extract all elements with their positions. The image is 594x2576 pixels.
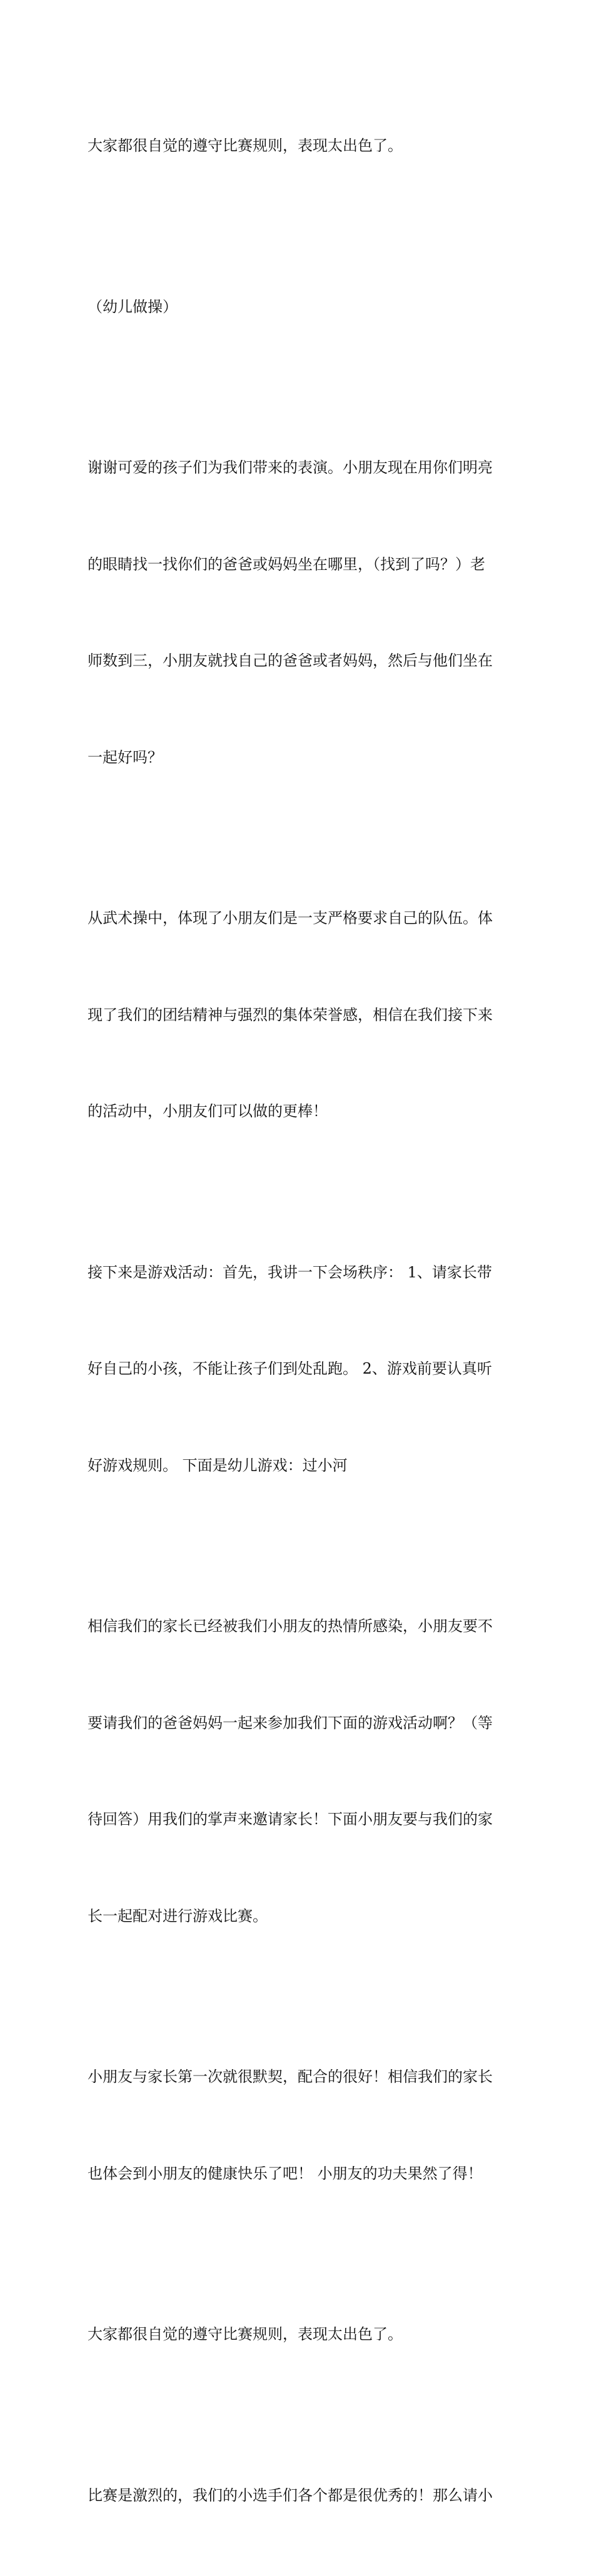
text-line: 一起好吗？	[88, 742, 513, 774]
text-line: 大家都很自觉的遵守比赛规则，表现太出色了。	[88, 130, 513, 162]
text-line: 谢谢可爱的孩子们为我们带来的表演。小朋友现在用你们明亮	[88, 452, 513, 484]
text-line: 好游戏规则。 下面是幼儿游戏：过小河	[88, 1450, 513, 1482]
paragraph-9	[88, 2415, 513, 2576]
text-line: 好自己的小孩，不能让孩子们到处乱跑。 2、游戏前要认真听	[88, 1353, 513, 1385]
paragraph-6	[88, 1546, 513, 1997]
paragraph-5	[88, 1192, 513, 1547]
paragraph-4	[88, 838, 513, 1192]
text-line: 也体会到小朋友的健康快乐了吧！ 小朋友的功夫果然了得！	[88, 2158, 513, 2190]
document-body	[88, 66, 513, 2576]
text-line: 现了我们的团结精神与强烈的集体荣誉感，相信在我们接下来	[88, 999, 513, 1032]
text-line: 大家都很自觉的遵守比赛规则，表现太出色了。	[88, 2319, 513, 2351]
text-line: 比赛是激烈的，我们的小选手们各个都是很优秀的！那么请小	[88, 2480, 513, 2512]
text-line: 接下来是游戏活动：首先，我讲一下会场秩序： 1、请家长带	[88, 1257, 513, 1289]
paragraph-1	[88, 66, 513, 227]
text-line: 相信我们的家长已经被我们小朋友的热情所感染，小朋友要不	[88, 1610, 513, 1643]
text-line: 小朋友与家长第一次就很默契，配合的很好！相信我们的家长	[88, 2061, 513, 2094]
text-line: 的活动中，小朋友们可以做的更棒！	[88, 1096, 513, 1128]
text-line: 待回答）用我们的掌声来邀请家长！下面小朋友要与我们的家	[88, 1804, 513, 1836]
paragraph-2	[88, 227, 513, 388]
paragraph-8	[88, 2254, 513, 2415]
paragraph-7	[88, 1997, 513, 2254]
text-line: 从武术操中，体现了小朋友们是一支严格要求自己的队伍。体	[88, 902, 513, 935]
text-line: 要请我们的爸爸妈妈一起来参加我们下面的游戏活动啊？（等	[88, 1707, 513, 1740]
document-page	[0, 0, 594, 768]
text-line: 的眼睛找一找你们的爸爸或妈妈坐在哪里，（找到了吗？）老	[88, 549, 513, 581]
text-line: 长一起配对进行游戏比赛。	[88, 1900, 513, 1933]
text-line: 师数到三，小朋友就找自己的爸爸或者妈妈，然后与他们坐在	[88, 645, 513, 677]
paragraph-3	[88, 387, 513, 838]
text-line: （幼儿做操）	[88, 291, 513, 324]
